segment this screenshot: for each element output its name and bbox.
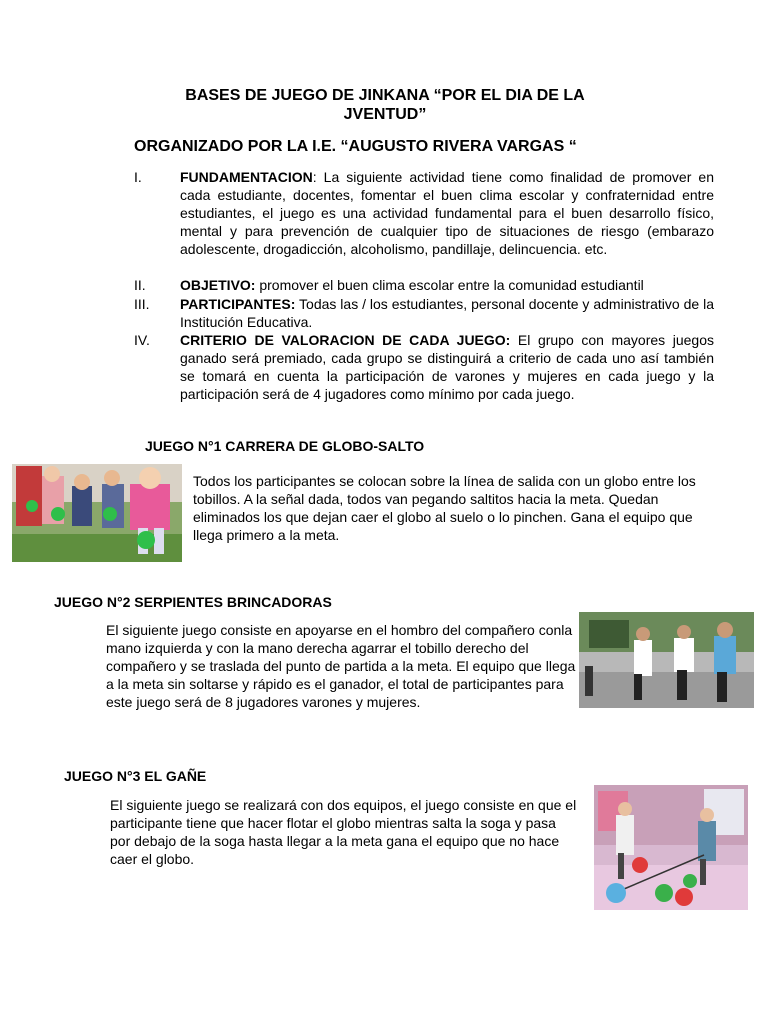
game-1-photo bbox=[12, 464, 182, 562]
section-label: FUNDAMENTACION bbox=[180, 169, 313, 185]
section-label: PARTICIPANTES: bbox=[180, 296, 296, 312]
game-2-photo bbox=[579, 612, 754, 708]
game-1-heading: JUEGO N°1 CARRERA DE GLOBO-SALTO bbox=[145, 438, 425, 454]
section-number: I. bbox=[134, 169, 142, 185]
section-label: OBJETIVO: bbox=[180, 277, 256, 293]
game-3-description: El siguiente juego se realizará con dos equipos, el juego consiste en que el participante tiene que hacer flotar el globo mientras salta la soga y pasa por debajo de la soga hasta llegar a la meta gana el equipo que no hace caer el globo. bbox=[110, 797, 577, 867]
section-number: IV. bbox=[134, 332, 150, 348]
game-2-description: El siguiente juego consiste en apoyarse en el hombro del compañero conla mano izquierda y con la mano derecha agarrar el tobillo derecho del compañero y se traslada del punto de partida a la meta. El equipo que llega a la meta sin soltarse y rápido es el ganador, el total de participantes para este juego será de 8 jugadores varones y mujeres. bbox=[106, 622, 576, 710]
document-title: BASES DE JUEGO DE JINKANA “POR EL DIA DE LA JVENTUD” bbox=[185, 87, 585, 123]
section-text: La siguiente actividad tiene como finalidad de promover en cada estudiante, docentes, fomentar el buen clima escolar y confraternidad entre estudiantes, el juego es una actividad fundamental para el buen desarrollo físico, mental y para prevención de cualquier tipo de situaciones de riesgo (embarazo adolescente, drogadicción, alcoholismo, pandillaje, delincuencia. etc. bbox=[180, 169, 714, 257]
section-separator: : bbox=[312, 169, 317, 185]
game-3-heading: JUEGO N°3 EL GAÑE bbox=[64, 768, 207, 784]
section-label: CRITERIO DE VALORACION DE CADA JUEGO: bbox=[180, 332, 511, 348]
section-participantes bbox=[134, 295, 714, 331]
section-number: III. bbox=[134, 296, 150, 312]
game-3-photo bbox=[594, 785, 748, 910]
game-2-heading: JUEGO N°2 SERPIENTES BRINCADORAS bbox=[54, 594, 332, 610]
section-objetivo bbox=[134, 276, 714, 294]
section-fundamentacion bbox=[134, 168, 714, 258]
section-text: promover el buen clima escolar entre la comunidad estudiantil bbox=[255, 277, 644, 293]
section-text: Todas las / los estudiantes, personal docente y administrativo de la Institución Educativa. bbox=[180, 296, 714, 330]
document-subtitle: ORGANIZADO POR LA I.E. “AUGUSTO RIVERA VARGAS “ bbox=[134, 138, 577, 155]
game-1-description: Todos los participantes se colocan sobre la línea de salida con un globo entre los tobillos. A la señal dada, todos van pegando saltitos hacia la meta. Quedan eliminados los que dejan caer el globo al suelo o lo pinchen. Gana el equipo que llega primero a la meta. bbox=[193, 473, 696, 543]
section-criterio bbox=[134, 331, 714, 403]
section-text: El grupo con mayores juegos ganado será premiado, cada grupo se distinguirá a criterio de cada uno así también se tomará en cuenta la participación de varones y mujeres en cada juego y la participación será de 4 jugadores como mínimo por cada juego. bbox=[180, 332, 714, 402]
section-number: II. bbox=[134, 277, 146, 293]
